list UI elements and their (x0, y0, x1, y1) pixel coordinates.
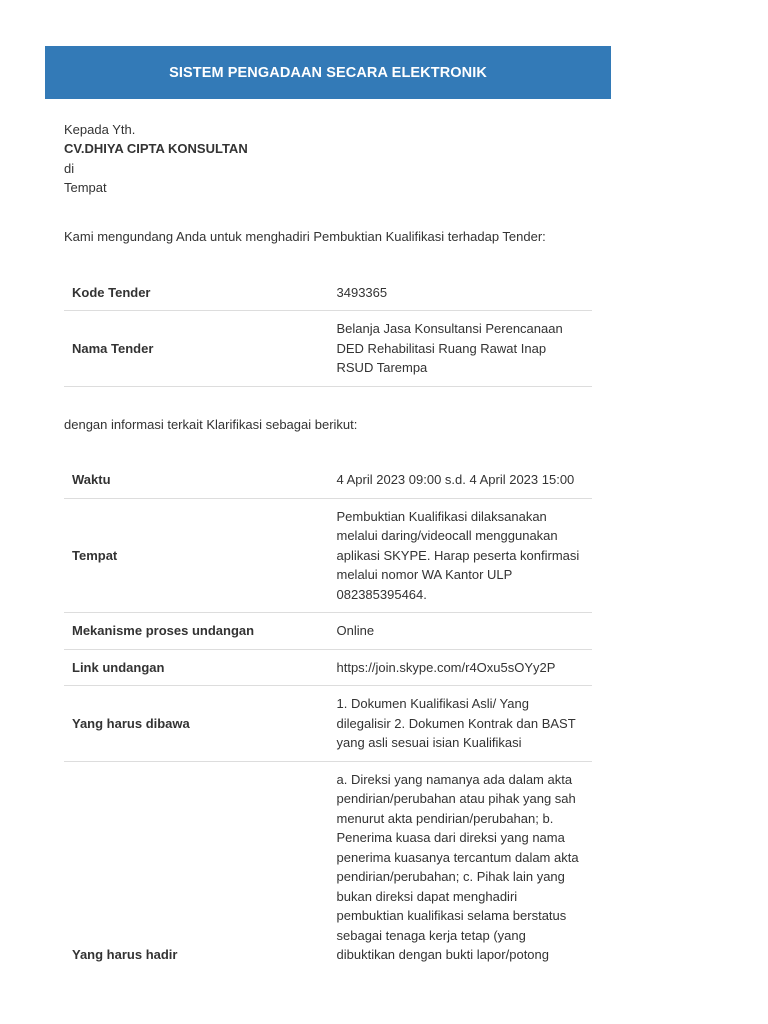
row-label: Yang harus hadir (72, 947, 178, 963)
row-value: Online (329, 613, 593, 650)
row-label: Mekanisme proses undangan (64, 613, 329, 650)
clarification-intro: dengan informasi terkait Klarifikasi sebagai berikut: (64, 416, 358, 432)
row-label: Nama Tender (64, 311, 329, 387)
address-di: di (64, 160, 75, 176)
address-block (64, 120, 592, 197)
salutation: Kepada Yth. (64, 122, 136, 137)
table-row (64, 649, 592, 686)
row-value: 4 April 2023 09:00 s.d. 4 April 2023 15:00 (329, 462, 593, 498)
row-label: Waktu (64, 462, 329, 498)
intro-text: Kami mengundang Anda untuk menghadiri Pembuktian Kualifikasi terhadap Tender: (64, 229, 546, 245)
table-row (64, 498, 592, 613)
row-label: Tempat (64, 498, 329, 613)
table-row (64, 761, 592, 965)
table-row (64, 275, 592, 311)
table-row (64, 462, 592, 498)
table-row (64, 686, 592, 762)
row-label: Link undangan (64, 649, 329, 686)
company-name: CV.DHIYA CIPTA KONSULTAN (64, 141, 248, 157)
row-value: 3493365 (329, 275, 593, 311)
table-row (64, 613, 592, 650)
letter-body (64, 120, 592, 965)
row-label: Yang harus dibawa (64, 686, 329, 762)
invitation-link[interactable]: https://join.skype.com/r4Oxu5sOYy2P (329, 649, 593, 686)
table-row (64, 311, 592, 387)
row-label: Kode Tender (64, 275, 329, 311)
tender-table (64, 275, 592, 387)
page-title: SISTEM PENGADAAN SECARA ELEKTRONIK (45, 46, 611, 99)
row-value: 1. Dokumen Kualifikasi Asli/ Yang dilegalisir 2. Dokumen Kontrak dan BAST yang asli sesuai isian Kualifikasi (329, 686, 593, 762)
row-value: Pembuktian Kualifikasi dilaksanakan melalui daring/videocall menggunakan aplikasi SKYPE. Harap peserta konfirmasi melalui nomor WA Kantor ULP 082385395464. (329, 498, 593, 613)
address-place: Tempat (64, 179, 107, 195)
row-value: a. Direksi yang namanya ada dalam akta pendirian/perubahan atau pihak yang sah menurut akta pendirian/perubahan; b. Penerima kuasa dari direksi yang nama penerima kuasanya tercantum dalam akta pendirian/perubahan; c. Pihak lain yang bukan direksi dapat menghadiri pembuktian kualifikasi selama berstatus sebagai tenaga kerja tetap (yang dibuktikan dengan bukti lapor/potong (336, 771, 579, 963)
details-table (64, 462, 592, 965)
row-value: Belanja Jasa Konsultansi Perencanaan DED Rehabilitasi Ruang Rawat Inap RSUD Tarempa (329, 311, 593, 387)
